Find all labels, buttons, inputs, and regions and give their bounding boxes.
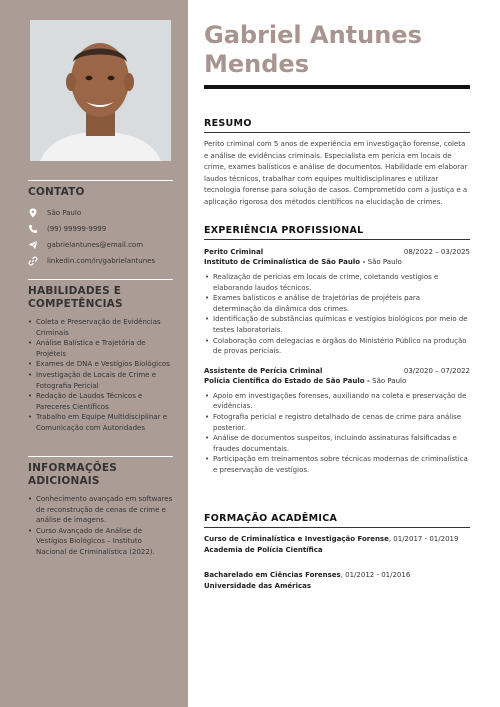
- profile-photo: [30, 20, 171, 161]
- experience-section: [204, 225, 470, 476]
- contact-title: CONTATO: [28, 180, 173, 199]
- candidate-name: Gabriel Antunes Mendes: [204, 21, 422, 78]
- email-text[interactable]: gabrielantunes@email.com: [47, 241, 144, 249]
- name-divider: [204, 85, 470, 89]
- list-item: • Identificação de substâncias químicas e vestígios biológicos por meio de testes laboratoriais.: [204, 314, 470, 335]
- job-entry: [204, 248, 470, 357]
- list-item: • Análise Balística e Trajetória de Projéteis: [28, 338, 173, 359]
- contact-location: [28, 205, 173, 221]
- education-title: FORMAÇÃO ACADÊMICA: [204, 513, 470, 528]
- list-item: • Exames de DNA e Vestígios Biológicos: [28, 359, 173, 370]
- job-role: Perito Criminal: [204, 248, 264, 256]
- job-company: Instituto de Criminalística de São Paulo -: [204, 258, 366, 266]
- list-item: • Exames balísticos e análise de trajetórias de projéteis para determinação da dinâmica dos crimes.: [204, 293, 470, 314]
- education-course: Bacharelado em Ciências Forenses: [204, 571, 341, 579]
- additional-list: [28, 494, 173, 558]
- location-icon: [28, 208, 38, 218]
- list-item: • Fotografia pericial e registro detalhado de cenas de crime para análise posterior.: [204, 412, 470, 433]
- skills-list: [28, 317, 173, 434]
- job-location: São Paulo: [365, 258, 402, 266]
- list-item: • Análise de documentos suspeitos, incluindo assinaturas falsificadas e fraudes documentais.: [204, 433, 470, 454]
- phone-icon: [28, 224, 38, 234]
- list-item: • Realização de perícias em locais de crime, coletando vestígios e elaborando laudos técnicos.: [204, 272, 470, 293]
- education-entry: [204, 534, 470, 556]
- list-item: • Coleta e Preservação de Evidências Criminais: [28, 317, 173, 338]
- link-icon: [28, 256, 38, 266]
- summary-text: Perito criminal com 5 anos de experiência em investigação forense, coleta e análise de evidências criminais. Especialista em perícia em locais de crime, exames balísticos e análise de documentos. Habilidade em elaborar laudos técnicos, trabalhar com equipes multidisciplinares e utilizar tecnologia forense para solução de casos. Comprometido com a justiça e a aplicação rigorosa dos métodos científicos na elucidação de crimes.: [204, 140, 468, 206]
- additional-section: [28, 456, 173, 558]
- education-entry: [204, 570, 470, 592]
- job-role: Assistente de Perícia Criminal: [204, 366, 323, 375]
- job-location: São Paulo: [369, 376, 407, 385]
- summary-title: RESUMO: [204, 118, 470, 133]
- list-item: • Investigação de Locais de Crime e Fotografia Pericial: [28, 370, 173, 391]
- list-item: • Apoio em investigações forenses, auxiliando na coleta e preservação de evidências.: [204, 391, 470, 412]
- job-dates: 08/2022 – 03/2025: [403, 248, 470, 256]
- phone-text: (99) 99999-9999: [47, 225, 107, 233]
- list-item: • Redação de Laudos Técnicos e Pareceres Científicos: [28, 391, 173, 412]
- education-dates: , 01/2012 - 01/2016: [340, 571, 411, 579]
- email-icon: [28, 240, 38, 250]
- education-course: Curso de Criminalística e Investigação Forense: [204, 535, 389, 543]
- job-entry: [204, 367, 470, 476]
- location-text: São Paulo: [47, 209, 82, 217]
- list-item: • Colaboração com delegacias e órgãos do Ministério Público na produção de provas periciais.: [204, 336, 470, 357]
- job-company: Polícia Científica do Estado de São Paulo -: [204, 376, 370, 385]
- skills-section: [28, 279, 173, 434]
- additional-title: INFORMAÇÕES ADICIONAIS: [28, 456, 173, 488]
- contact-linkedin[interactable]: [28, 253, 173, 269]
- summary-section: [204, 118, 470, 209]
- job-dates: 03/2020 – 07/2022: [403, 366, 470, 375]
- contact-section: [28, 180, 173, 269]
- contact-phone: [28, 221, 173, 237]
- education-dates: , 01/2017 - 01/2019: [388, 535, 459, 543]
- education-section: [204, 513, 470, 592]
- experience-title: EXPERIÊNCIA PROFISSIONAL: [204, 225, 470, 240]
- list-item: • Curso Avançado de Análise de Vestígios Biológicos – Instituto Nacional de Criminalística (2022).: [28, 526, 173, 558]
- education-school: Academia de Polícia Científica: [204, 546, 323, 554]
- contact-email[interactable]: [28, 237, 173, 253]
- skills-title: HABILIDADES E COMPETÊNCIAS: [28, 279, 173, 311]
- list-item: • Trabalho em Equipe Multidisciplinar e Comunicação com Autoridades: [28, 412, 173, 433]
- list-item: • Conhecimento avançado em softwares de reconstrução de cenas de crime e análise de imagens.: [28, 494, 173, 526]
- education-school: Universidade das Américas: [204, 582, 312, 590]
- list-item: • Participação em treinamentos sobre técnicas modernas de criminalística e preservação de vestígios.: [204, 454, 470, 475]
- linkedin-text[interactable]: linkedin.com/in/gabrielantunes: [47, 257, 156, 265]
